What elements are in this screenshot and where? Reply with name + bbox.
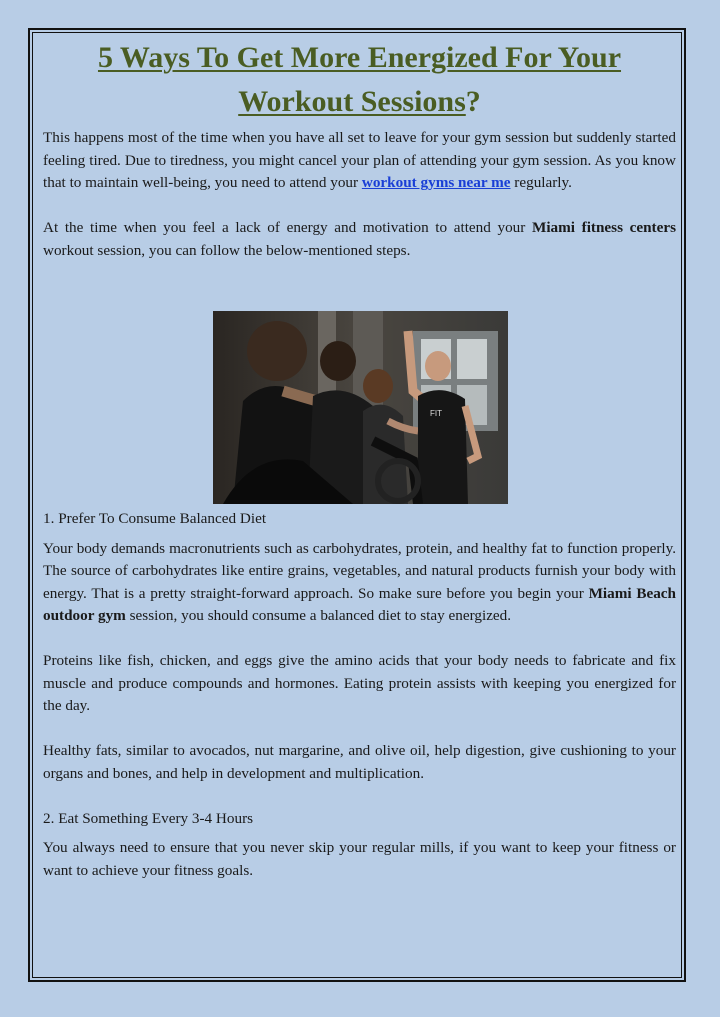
s1-p1-bold: Miami Beach outdoor gym (43, 584, 676, 624)
shirt-text: FIT (430, 409, 442, 418)
s1-p1-end: session, you should consume a balanced diet to stay energized. (125, 607, 512, 624)
title-line-2: Workout Sessions (238, 85, 466, 118)
intro-p2-end: workout session, you can follow the below-mentioned steps. (43, 241, 411, 259)
section-1-paragraph-3: Healthy fats, similar to avocados, nut margarine, and olive oil, help digestion, give cushioning to your organs and bones, and help in development and multiplication. (43, 742, 676, 782)
intro-p1-end: regularly. (510, 174, 572, 191)
intro-p2-bold: Miami fitness centers (531, 219, 677, 236)
intro-paragraph-1 (43, 127, 676, 195)
title-line-1: 5 Ways To Get More Energized For Your (97, 41, 622, 74)
intro-paragraph-2 (43, 217, 676, 262)
title-question-mark: ? (465, 85, 481, 118)
workout-gyms-link[interactable]: workout gyms near me (361, 174, 511, 191)
section-1-heading: 1. Prefer To Consume Balanced Diet (43, 510, 267, 527)
gym-photo (213, 311, 508, 504)
intro-p1-text: This happens most of the time when you have all set to leave for your gym session but suddenly started feeling tired. Due to tiredness, you might cancel your plan of attending your gym session. As you know that to maintain well-being, you need to attend your (43, 129, 676, 191)
section-1-paragraph-1 (43, 538, 676, 628)
s1-p1-start: Your body demands macronutrients such as carbohydrates, protein, and healthy fat to function properly. The source of carbohydrates like entire grains, vegetables, and natural products furnish your body with energy. That is a pretty straight-forward approach. So make sure before you begin your (43, 539, 676, 602)
section-2-heading: 2. Eat Something Every 3-4 Hours (43, 809, 254, 827)
page-title (43, 36, 676, 124)
section-1-paragraph-2: Proteins like fish, chicken, and eggs give the amino acids that your body needs to fabricate and fix muscle and produce compounds and hormones. Eating protein assists with keeping you energized for the day. (43, 652, 676, 714)
section-2-paragraph-1: You always need to ensure that you never skip your regular mills, if you want to keep your fitness or want to achieve your fitness goals. (43, 839, 676, 879)
intro-p2-start: At the time when you feel a lack of energy and motivation to attend your (43, 219, 532, 236)
gym-photo-illustration (213, 311, 508, 504)
